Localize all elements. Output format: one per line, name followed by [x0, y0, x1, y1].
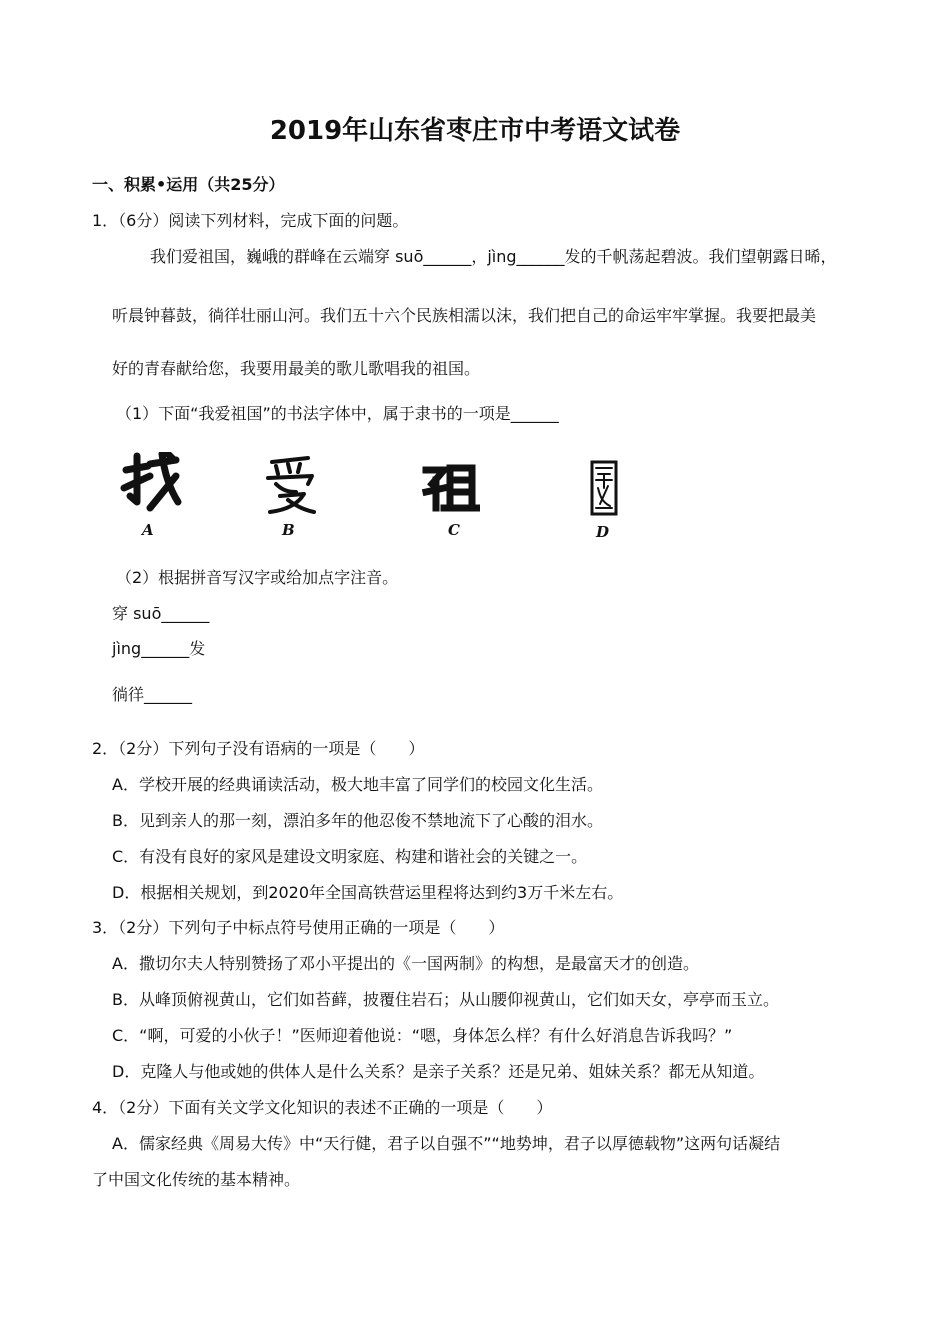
- question-1-heading: 1．（6分）阅读下列材料，完成下面的问题。: [92, 211, 409, 230]
- question-1-sub-1: （1）下面“我爱祖国”的书法字体中，属于隶书的一项是______: [116, 404, 559, 423]
- page-title: 2019年山东省枣庄市中考语文试卷: [269, 116, 681, 146]
- question-3-option-b: B．从峰顶俯视黄山，它们如苔藓，披覆住岩石；从山腰仰视黄山，它们如天女，亭亭而玉立。: [112, 990, 779, 1009]
- calligraphy-b-image: [262, 454, 318, 516]
- question-2-option-c: C．有没有良好的家风是建设文明家庭、构建和谐社会的关键之一。: [112, 847, 588, 866]
- calligraphy-c-image: [422, 462, 480, 512]
- question-3-option-c: C．“啊，可爱的小伙子！”医师迎着他说：“嗯，身体怎么样？有什么好消息告诉我吗？”: [112, 1026, 733, 1045]
- question-4-option-a-line-2: 了中国文化传统的基本精神。: [92, 1170, 301, 1189]
- question-4-option-a-line-1: A．儒家经典《周易大传》中“天行健，君子以自强不”“地势坤，君子以厚德载物”这两句话凝结: [112, 1134, 781, 1153]
- question-2-option-a: A．学校开展的经典诵读活动，极大地丰富了同学们的校园文化生活。: [112, 775, 603, 794]
- passage-line-1: 我们爱祖国，巍峨的群峰在云端穿 suō______，jìng______发的千帆荡起碧波。我们望朝露日晞，: [150, 247, 837, 266]
- question-2-option-b: B．见到亲人的那一刻，漂泊多年的他忍俊不禁地流下了心酸的泪水。: [112, 811, 603, 830]
- question-2-heading: 2．（2分）下列句子没有语病的一项是（ ）: [92, 739, 425, 758]
- question-3-option-a: A．撒切尔夫人特别赞扬了邓小平提出的《一国两制》的构想，是最富天才的创造。: [112, 954, 699, 973]
- calligraphy-label-c: C: [448, 521, 460, 539]
- passage-line-3: 好的青春献给您，我要用最美的歌儿歌唱我的祖国。: [112, 359, 481, 378]
- question-2-option-d: D．根据相关规划，到2020年全国高铁营运里程将达到约3万千米左右。: [112, 883, 624, 902]
- blank-changyang: 徜徉______: [112, 685, 193, 704]
- question-3-option-d: D．克隆人与他或她的供体人是什么关系？是亲子关系？还是兄弟、姐妹关系？都无从知道。: [112, 1062, 765, 1081]
- calligraphy-d-image: [586, 458, 622, 518]
- question-3-heading: 3．（2分）下列句子中标点符号使用正确的一项是（ ）: [92, 918, 505, 937]
- question-1-sub-2: （2）根据拼音写汉字或给加点字注音。: [116, 568, 399, 587]
- passage-line-2: 听晨钟暮鼓，徜徉壮丽山河。我们五十六个民族相濡以沫，我们把自己的命运牢牢掌握。我要把最美: [112, 306, 817, 325]
- calligraphy-a-image: [120, 452, 182, 514]
- section-heading: 一、积累•运用（共25分）: [92, 175, 285, 194]
- blank-jing: jìng______发: [112, 639, 206, 658]
- blank-suo: 穿 suō______: [112, 604, 210, 623]
- calligraphy-label-b: B: [282, 521, 295, 539]
- calligraphy-label-d: D: [596, 523, 610, 541]
- question-4-heading: 4．（2分）下面有关文学文化知识的表述不正确的一项是（ ）: [92, 1098, 553, 1117]
- calligraphy-label-a: A: [142, 521, 154, 539]
